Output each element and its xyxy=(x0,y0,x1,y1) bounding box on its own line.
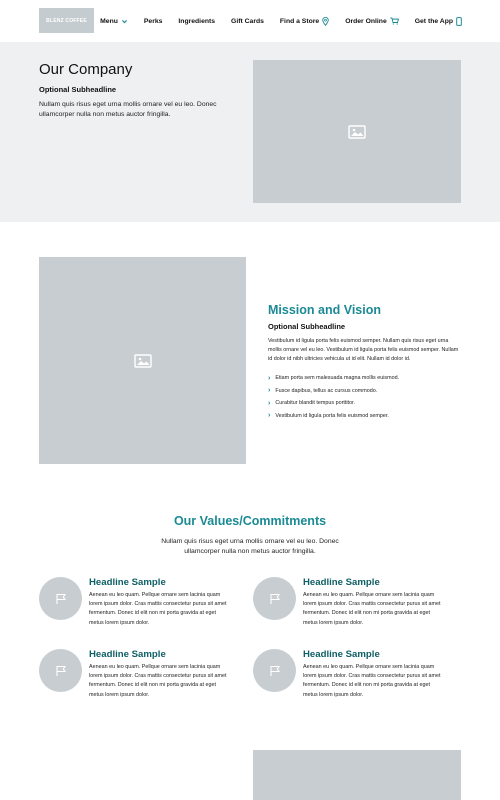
nav-item-perks[interactable] xyxy=(144,13,163,29)
list-item xyxy=(268,410,399,423)
flag-icon xyxy=(269,665,281,677)
value-icon-circle xyxy=(253,577,296,620)
mission-image-placeholder xyxy=(39,257,246,464)
value-text: Aenean eu leo quam. Pellque ornare sem lacinia quam lorem ipsum dolor. Cras mattis consectetur purus sit amet fermentum. Donec id elit non mi porta gravida at eget metus lorem ipsum dolor. xyxy=(89,664,227,698)
hero-subheadline: Optional Subheadline xyxy=(39,85,117,94)
value-icon-circle xyxy=(39,577,82,620)
logo[interactable]: BLENZ COFFEE xyxy=(39,8,94,33)
nav-item-label: Menu xyxy=(100,17,118,25)
list-item-text: Fusce dapibus, tellus ac cursus commodo. xyxy=(275,387,378,394)
nav-item-ingredients[interactable] xyxy=(178,13,215,29)
chevron-right-icon: › xyxy=(268,412,271,420)
nav-item-label: Perks xyxy=(143,17,163,25)
value-icon-circle xyxy=(253,649,296,692)
list-item xyxy=(268,385,399,398)
flag-icon xyxy=(55,593,67,605)
site-header xyxy=(0,0,500,42)
page-title: Our Company xyxy=(39,61,133,78)
value-headline: Headline Sample xyxy=(89,649,166,660)
mission-body-text: Vestibulum id ligula porta felis euismod semper. Nullam quis risus eget urna mollis ornare vel eu leo. Vestibulum id ligula porta felis euismod semper. Nullam id dolor id nibh ultricies vehicula ut id elit. Nullam id dolor id. xyxy=(268,338,459,362)
hero-image-placeholder xyxy=(253,60,461,203)
nav-item-label: Gift Cards xyxy=(231,17,264,25)
bottom-image-placeholder xyxy=(253,750,461,800)
values-title: Our Values/Commitments xyxy=(173,514,327,528)
list-item xyxy=(268,397,399,410)
nav-item-label: Ingredients xyxy=(178,17,216,25)
value-text: Aenean eu leo quam. Pellque ornare sem lacinia quam lorem ipsum dolor. Cras mattis consectetur purus sit amet fermentum. Donec id elit non mi porta gravida at eget metus lorem ipsum dolor. xyxy=(303,664,441,698)
nav-item-menu[interactable] xyxy=(100,13,128,29)
image-icon xyxy=(348,125,366,139)
list-item-text: Curabitur blandit tempus porttitor. xyxy=(275,400,356,407)
nav-item-label: Get the App xyxy=(414,17,453,25)
chevron-right-icon: › xyxy=(268,399,271,407)
cart-icon xyxy=(390,17,399,25)
image-icon xyxy=(134,354,152,368)
list-item-text: Etiam porta sem malesuada magna mollis euismod. xyxy=(275,375,400,382)
chevron-right-icon: › xyxy=(268,374,271,382)
mission-subheadline: Optional Subheadline xyxy=(268,322,346,331)
flag-icon xyxy=(55,665,67,677)
hero-body-text: Nullam quis risus eget urna mollis ornare vel eu leo. Donec ullamcorper nulla non metus auctor fringilla. xyxy=(39,101,217,118)
nav-item-label: Order Online xyxy=(345,17,387,25)
value-text: Aenean eu leo quam. Pellque ornare sem lacinia quam lorem ipsum dolor. Cras mattis consectetur purus sit amet fermentum. Donec id elit non mi porta gravida at eget metus lorem ipsum dolor. xyxy=(303,592,441,626)
value-headline: Headline Sample xyxy=(89,577,166,588)
value-headline: Headline Sample xyxy=(303,577,380,588)
nav-item-find-a-store[interactable] xyxy=(280,13,329,29)
flag-icon xyxy=(269,593,281,605)
values-body-text: Nullam quis risus eget urna mollis ornare vel eu leo. Donec ullamcorper nulla non metus auctor fringilla. xyxy=(161,538,339,555)
list-item xyxy=(268,372,399,385)
main-nav xyxy=(84,13,462,29)
value-icon-circle xyxy=(39,649,82,692)
list-item-text: Vestibulum id ligula porta felis euismod semper. xyxy=(275,412,389,419)
map-pin-icon xyxy=(322,17,329,26)
value-headline: Headline Sample xyxy=(303,649,380,660)
nav-item-gift-cards[interactable] xyxy=(231,13,264,29)
value-text: Aenean eu leo quam. Pellque ornare sem lacinia quam lorem ipsum dolor. Cras mattis consectetur purus sit amet fermentum. Donec id elit non mi porta gravida at eget metus lorem ipsum dolor. xyxy=(89,592,227,626)
chevron-right-icon: › xyxy=(268,387,271,395)
nav-item-order-online[interactable] xyxy=(345,13,399,29)
mission-title: Mission and Vision xyxy=(268,303,381,317)
nav-item-get-the-app[interactable] xyxy=(415,13,462,29)
nav-item-label: Find a Store xyxy=(279,17,320,25)
chevron-down-icon xyxy=(121,18,128,25)
phone-icon xyxy=(456,17,462,26)
mission-list xyxy=(268,372,399,422)
